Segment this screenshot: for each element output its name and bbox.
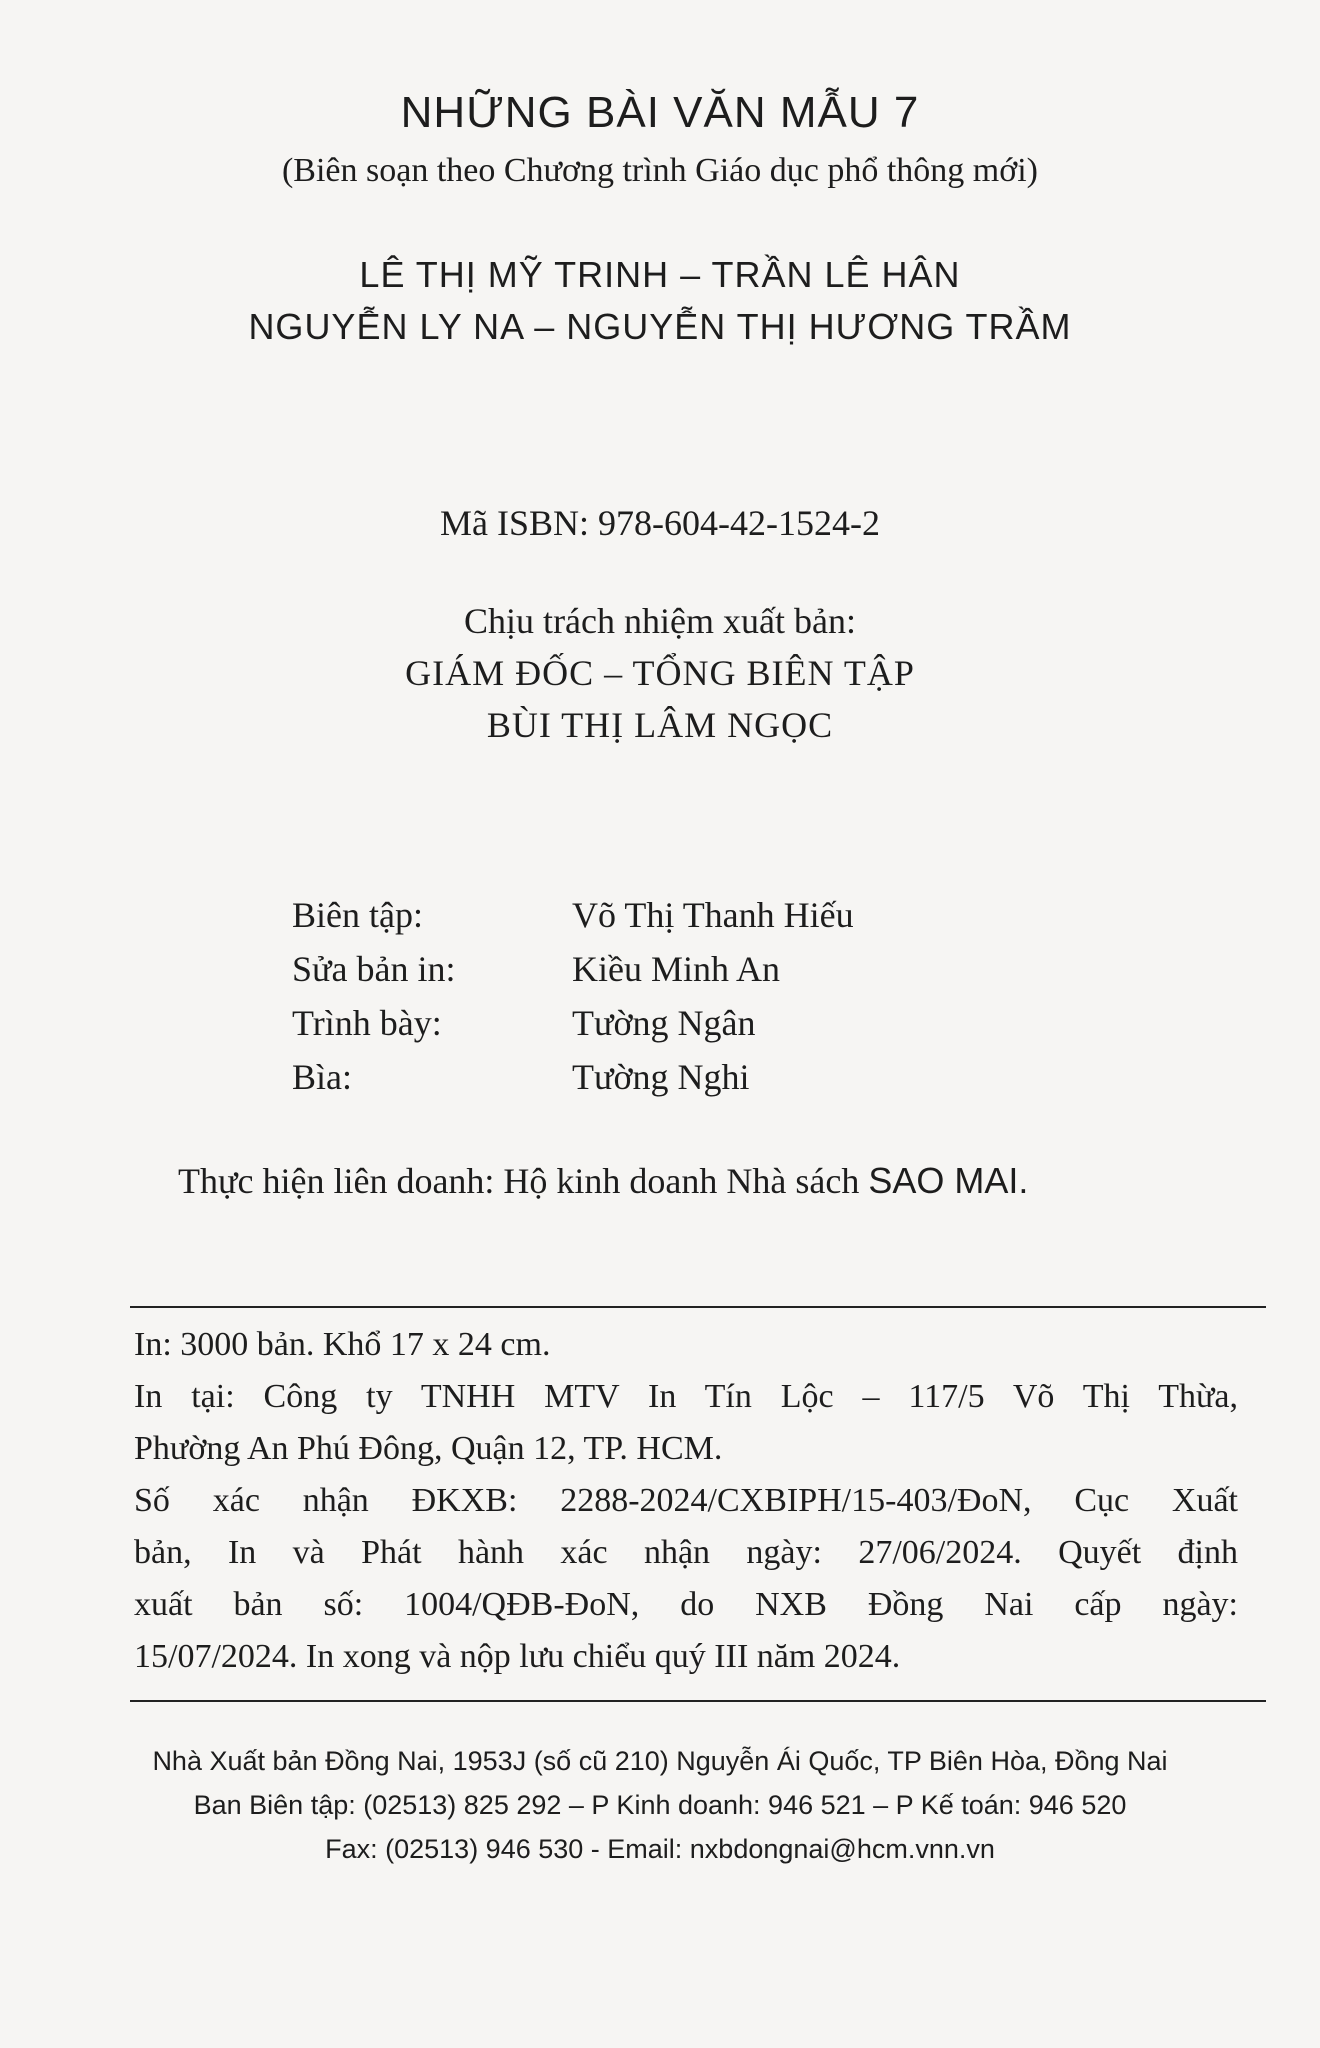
responsibility-title: GIÁM ĐỐC – TỔNG BIÊN TẬP	[405, 653, 915, 693]
staff-row-editor	[292, 894, 854, 936]
isbn: Mã ISBN: 978-604-42-1524-2	[440, 503, 880, 543]
printing-line-5: bản, In và Phát hành xác nhận ngày: 27/06/2024. Quyết định	[134, 1534, 1238, 1571]
staff-role: Trình bày:	[292, 1003, 442, 1043]
publisher-fax-email: Fax: (02513) 946 530 - Email: nxbdongnai@hcm.vnn.vn	[325, 1834, 995, 1864]
joint-venture-brand: SAO MAI.	[868, 1160, 1029, 1201]
printing-line-4: Số xác nhận ĐKXB: 2288-2024/CXBIPH/15-403/ĐoN, Cục Xuất	[134, 1482, 1238, 1519]
staff-person: Kiều Minh An	[572, 949, 781, 989]
printing-line-7: 15/07/2024. In xong và nộp lưu chiểu quý III năm 2024.	[134, 1638, 901, 1675]
staff-row-layout	[292, 1002, 756, 1044]
joint-venture	[178, 1160, 1028, 1202]
staff-person: Tường Ngân	[572, 1003, 756, 1043]
staff-person: Võ Thị Thanh Hiếu	[572, 895, 854, 935]
authors-line-2: NGUYỄN LY NA – NGUYỄN THỊ HƯƠNG TRẦM	[248, 306, 1072, 347]
joint-venture-text: Thực hiện liên doanh: Hộ kinh doanh Nhà sách	[178, 1161, 869, 1201]
staff-person: Tường Nghi	[572, 1057, 750, 1097]
staff-role: Bìa:	[292, 1057, 352, 1097]
bottom-divider	[130, 1700, 1266, 1702]
staff-row-proofreader	[292, 948, 780, 990]
printing-line-1: In: 3000 bản. Khổ 17 x 24 cm.	[134, 1326, 551, 1363]
printing-line-3: Phường An Phú Đông, Quận 12, TP. HCM.	[134, 1430, 723, 1467]
printing-line-2: In tại: Công ty TNHH MTV In Tín Lộc – 117/5 Võ Thị Thừa,	[134, 1378, 1238, 1415]
staff-row-cover	[292, 1056, 750, 1098]
authors-line-1: LÊ THỊ MỸ TRINH – TRẦN LÊ HÂN	[359, 254, 961, 295]
staff-role: Biên tập:	[292, 895, 423, 935]
book-title: NHỮNG BÀI VĂN MẪU 7	[400, 88, 920, 137]
top-divider	[130, 1306, 1266, 1308]
publisher-address: Nhà Xuất bản Đồng Nai, 1953J (số cũ 210) Nguyễn Ái Quốc, TP Biên Hòa, Đồng Nai	[152, 1746, 1168, 1776]
responsibility-label: Chịu trách nhiệm xuất bản:	[464, 601, 856, 641]
staff-role: Sửa bản in:	[292, 949, 456, 989]
printing-line-6: xuất bản số: 1004/QĐB-ĐoN, do NXB Đồng Nai cấp ngày:	[134, 1586, 1238, 1623]
publisher-phones: Ban Biên tập: (02513) 825 292 – P Kinh doanh: 946 521 – P Kế toán: 946 520	[193, 1790, 1127, 1820]
book-subtitle: (Biên soạn theo Chương trình Giáo dục phổ thông mới)	[281, 152, 1039, 189]
responsibility-name: BÙI THỊ LÂM NGỌC	[486, 705, 834, 745]
